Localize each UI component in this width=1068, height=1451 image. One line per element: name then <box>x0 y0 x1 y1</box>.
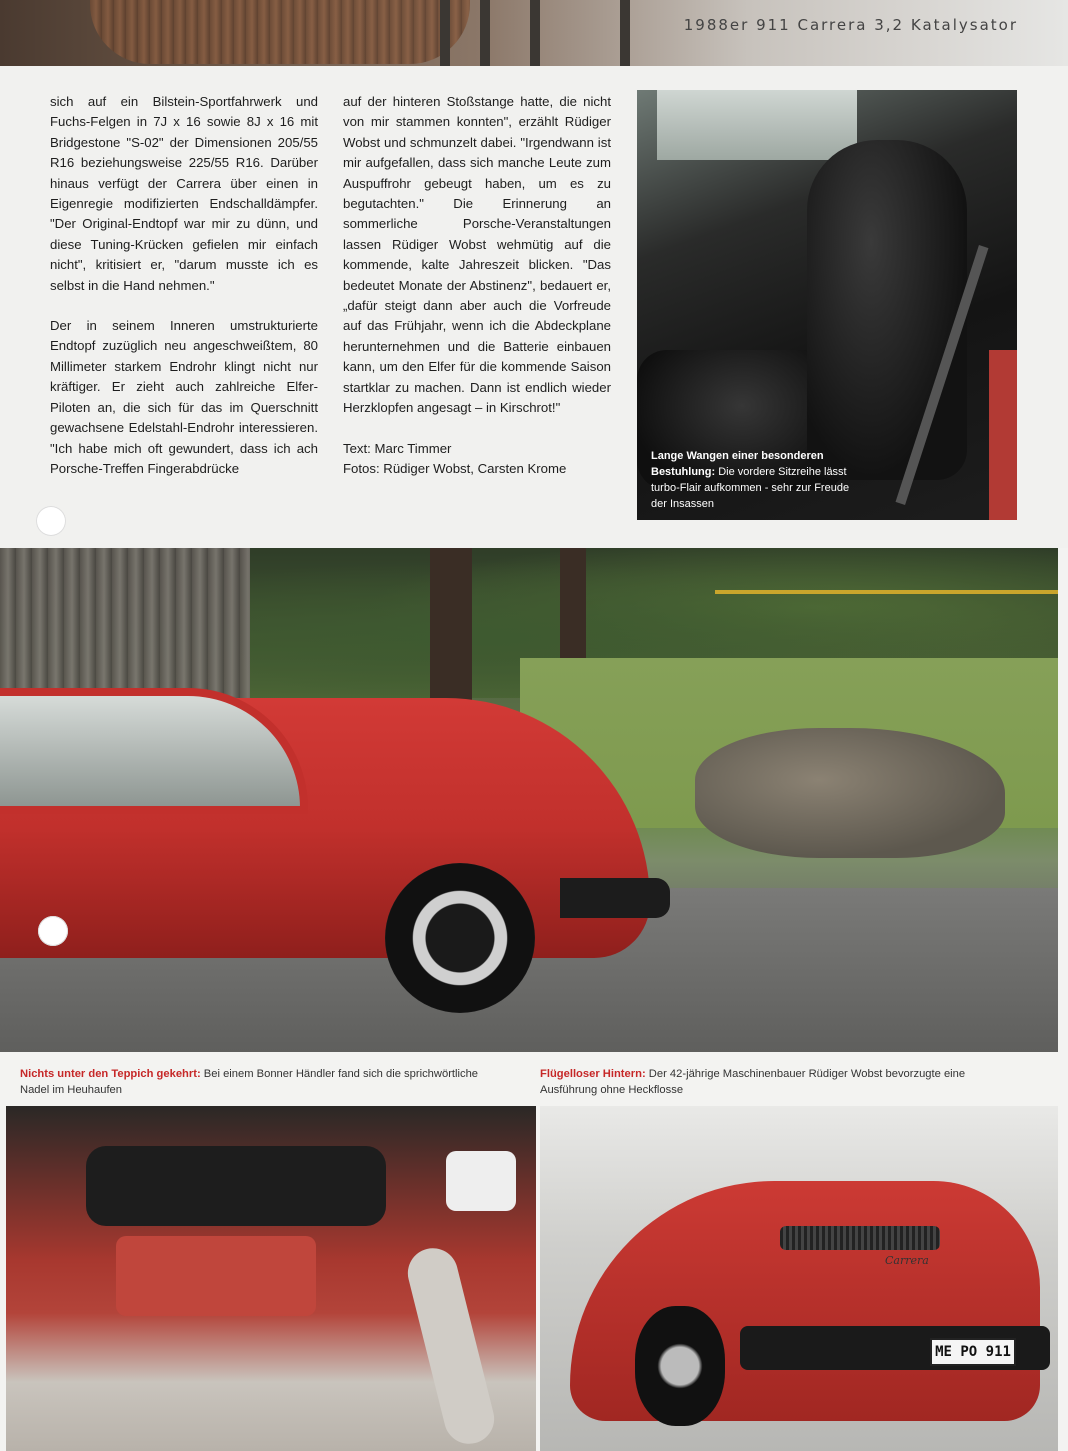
caption-heading: Flügelloser Hintern: <box>540 1068 646 1080</box>
caption-heading: Lange Wangen einer besonderen Bestuhlung: <box>651 450 824 478</box>
rear-caption <box>540 1066 1010 1098</box>
license-plate: ME PO 911 <box>930 1338 1016 1366</box>
red-tray <box>116 1236 316 1316</box>
girder <box>440 0 450 66</box>
caption-heading: Nichts unter den Teppich gekehrt: <box>20 1068 201 1080</box>
caption-body: Bei einem Bonner Händler fand sich die sprichwörtliche Nadel im Heuhaufen <box>20 1068 479 1096</box>
interior-caption <box>651 448 851 512</box>
side-window <box>657 90 857 160</box>
credit-photos: Fotos: Rüdiger Wobst, Carsten Krome <box>343 460 567 476</box>
front-bumper <box>560 878 670 918</box>
girder <box>530 0 540 66</box>
fuchs-wheel <box>385 863 535 1013</box>
rear-wheel <box>635 1306 725 1426</box>
pipe-image <box>90 0 470 64</box>
credit-text: Text: Marc Timmer <box>343 440 452 456</box>
hose <box>403 1243 500 1449</box>
yellow-railing <box>715 590 1058 594</box>
article-column-1 <box>50 92 318 499</box>
carrera-badge: Carrera <box>885 1254 929 1267</box>
boulder <box>695 728 1005 858</box>
credits <box>343 439 611 479</box>
interior-photo <box>637 90 1017 520</box>
girder <box>480 0 490 66</box>
rear-car-photo <box>540 1106 1058 1451</box>
reservoir <box>446 1151 516 1211</box>
paragraph: auf der hinteren Stoßstange hatte, die nicht von mir stammen konnten", erzählt Rüdiger Wobst und schmunzelt dabei. "Irgendwann ist mir aufgefallen, dass sich manche Leute zum Auspuffrohr gebeugt haben, um es zu begutachten." Die Erinnerung an sommerliche Porsche-Veranstaltungen lassen Rüdiger Wobst wehmütig auf die kommende, kalte Jahreszeit blicken. "Das bedeutet Monate der Abstinenz", bedauert er, „dafür steigt dann aber auch die Vorfreude auf das Frühjahr, wenn ich die Abdeckplane herunternehmen und die Batterie einbauen kann, um den Elfer für die kommende Saison startklar zu machen. Dann ist endlich wieder Herzklopfen angesagt – in Kirschrot!" <box>343 94 611 416</box>
black-cover <box>86 1146 386 1226</box>
caption-body: Die vordere Sitzreihe lässt turbo-Flair aufkommen - sehr zur Freude der Insassen <box>651 466 850 510</box>
caption-body: Der 42-jährige Maschinenbauer Rüdiger Wobst bevorzugte eine Ausführung ohne Heckflosse <box>540 1068 966 1096</box>
punch-hole <box>36 506 66 536</box>
girder <box>620 0 630 66</box>
engine-caption <box>20 1066 500 1098</box>
article-column-2 <box>343 92 611 479</box>
punch-hole <box>38 916 68 946</box>
door-frame <box>989 350 1017 520</box>
paragraph: Der in seinem Inneren umstrukturierte Endtopf zuzüglich neu angeschweißtem, 80 Millimeter starkem Endrohr klingt nicht nur kräftiger. Er zieht auch zahlreiche Elfer-Piloten an, die sich für das im Querschnitt gewachsene Edelstahl-Endrohr interessieren. "Ich habe mich oft gewundert, dass ich ach Porsche-Treffen Fingerabdrücke <box>50 318 318 476</box>
engine-grille <box>780 1226 940 1250</box>
caption-strip <box>0 1052 1068 1104</box>
running-head: 1988er 911 Carrera 3,2 Katalysator <box>683 16 1018 34</box>
paragraph: sich auf ein Bilstein-Sportfahrwerk und Fuchs-Felgen in 7J x 16 sowie 8J x 16 mit Bridgestone "S-02" der Dimensionen 205/55 R16 beziehungsweise 225/55 R16. Darüber hinaus verfügt der Carrera über einen in Eigenregie modifizierten Endschalldämpfer. "Der Original-Endtopf war mir zu dünn, und diese Tuning-Krücken gefielen mir einfach nicht", kritisiert er, "darum musste ich es selbst in die Hand nehmen." <box>50 94 318 293</box>
main-car-photo <box>0 548 1058 1052</box>
engine-bay-photo <box>6 1106 536 1451</box>
seat-back <box>807 140 967 480</box>
